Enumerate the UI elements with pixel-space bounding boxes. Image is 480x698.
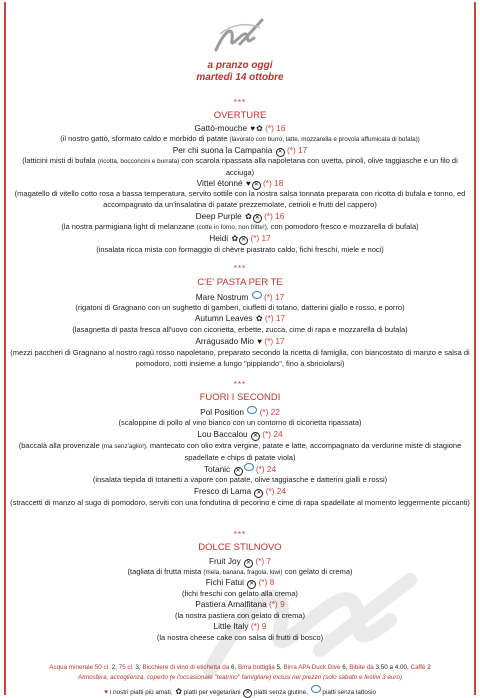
section-title-pasta: C'E' PASTA PER TE	[197, 277, 283, 288]
gluten-free-icon: ✕	[249, 581, 255, 587]
separator-stars: ***	[233, 98, 247, 107]
dish-pastiera	[0, 599, 480, 609]
dish-name: Per chi suona la Campania	[172, 145, 273, 155]
dish-little-italy	[0, 621, 480, 631]
lactose-free-icon	[247, 406, 257, 414]
dish-name: Pol Position	[200, 407, 244, 417]
gluten-free-icon: ✕	[252, 433, 258, 439]
dish-description: (magatello di vitello cotto rosa a bassa temperatura, servito sottile con la nostra salsa tonnata preparata con ricotta di bufala e tonno, ed accompagnato da un'insalatina di patate prezzemolate, cetrioli e frutti del cappero)	[14, 189, 466, 209]
dish-name: Fichi Fatui	[205, 577, 244, 587]
gluten-free-icon: ✕	[241, 237, 247, 243]
gluten-free-icon: ✕	[254, 215, 260, 221]
dish-description: (la nostra cheese cake con salsa di frutti di bosco)	[156, 633, 324, 642]
dish-description: (la nostra pastiera con gelato di crema)	[174, 611, 306, 620]
separator-stars: ***	[233, 380, 247, 389]
dish-description: (fichi freschi con gelato alla crema)	[182, 589, 298, 598]
dish-name: Heidi	[209, 233, 229, 243]
dish-mare-nostrum	[0, 291, 480, 302]
gluten-free-icon: ✕	[277, 149, 283, 155]
gluten-free-icon: ✕	[246, 560, 252, 566]
dish-price: (*) 24	[265, 486, 287, 496]
menu-date: martedì 14 ottobre	[196, 72, 284, 83]
dish-name: Mare Nostrum	[195, 292, 249, 302]
flower-icon: ✿	[231, 234, 239, 243]
dish-description: (il nostro gattò, sformato caldo e morbido di patate (lavorato con burro, latte, mozzarella e provola affumicata di bufala))	[60, 134, 420, 143]
dish-description: (insalata tiepida di totanetti a vapore con patate, olive taggiasche e datterini gialli e rossi)	[92, 475, 388, 484]
dish-price: (*) 16	[264, 211, 285, 221]
dish-price: (*) 22	[259, 407, 280, 417]
dish-price: (*) 17	[264, 313, 286, 323]
dish-name: Gattò-mouche	[194, 123, 248, 133]
gluten-free-icon: ✕	[256, 490, 262, 496]
icon-legend: ♥ i nostri piatti più amati, ✿ piatti per vegetariani ✕ piatti senza glutine, piatti senza lattosio	[104, 687, 376, 696]
dish-price: (*) 17	[263, 292, 285, 302]
dish-name: Totanic	[203, 464, 231, 474]
section-title-overture: OVERTURE	[213, 110, 267, 121]
lactose-free-icon	[311, 685, 321, 693]
dish-price: (*) 18	[263, 178, 284, 188]
dish-price: (*) 8	[258, 577, 275, 587]
dish-description: (la nostra parmigiana light di melanzane (cotte in forno, non fritte!), con pomodoro fresco e mozzarella di bufala)	[61, 222, 419, 231]
dish-gatto	[0, 123, 480, 133]
dish-pol-position	[0, 406, 480, 417]
dish-price: (*) 9	[269, 599, 285, 609]
flower-icon: ✿	[256, 124, 263, 133]
dish-name: Little Italy	[213, 621, 249, 631]
heart-icon: ♥	[245, 179, 251, 188]
dish-name: Fresco di Lama	[193, 486, 252, 496]
dish-description: (tagliata di frutta mista (mela, banana, fragola, kiwi) con gelato di crema)	[127, 567, 353, 576]
dish-name: Lou Baccalou	[197, 429, 248, 439]
cover-note: Atmosfera, accoglienza, coperto (e l'occasionale "teatrino" famigliare) inclusi nel prezzo (solo sabato e festivi 3 euro)	[77, 674, 403, 681]
flower-icon: ✿	[175, 687, 183, 696]
dish-price: (*) 17	[286, 145, 308, 155]
drinks-pricelist: Acqua minerale 50 cl. 2, 75 cl. 3, Bicchiere di vino di etichetta da 6, Birra bottiglia 5, Birra APA Duck Dive 6, Bibite da 3.50 a 4.00, Caffè 2	[49, 664, 431, 671]
dish-price: (*) 7	[255, 556, 272, 566]
dish-description: (lasagnetta di pasta fresca all'uovo con cicorietta, erbette, zucca, cime di rapa e mozzarella di bufala)	[72, 325, 408, 334]
gluten-free-icon: ✕	[245, 690, 251, 696]
dish-price: (*) 17	[264, 336, 285, 346]
section-title-secondi: FUORI I SECONDI	[199, 392, 281, 403]
dish-description: (insalata ricca mista con formaggio di chèvre piastrato caldo, fichi freschi, miele e noci)	[96, 245, 384, 254]
dish-arragusado	[0, 336, 480, 346]
dish-name: Pastiera Amalfitana	[195, 599, 267, 609]
gluten-free-icon: ✕	[253, 182, 259, 188]
flower-icon: ✿	[255, 314, 263, 323]
dish-name: Autumn Leaves	[194, 313, 253, 323]
dish-price: (*) 9	[250, 621, 267, 631]
lactose-free-icon	[244, 463, 254, 471]
dish-name: Fruit Joy	[208, 556, 241, 566]
dish-description: (straccetti di manzo al sugo di pomodoro, serviti con una fondutina di pecorino e cime di rapa spadellate al momento leggermente piccanti)	[10, 498, 470, 507]
dish-name: Vittel étonné	[196, 178, 243, 188]
menu-date-label: a pranzo oggi	[207, 60, 273, 71]
separator-stars: ***	[233, 530, 247, 539]
dish-price: (*) 17	[250, 233, 271, 243]
dish-description: (rigatoni di Gragnano con un sughetto di gamberi, ciuffetti di totano, datterini giallo e rosso, e porro)	[75, 303, 405, 312]
dish-description: (baccalà alla provenzale (ma senz'aglio!), mantecato con olio extra vergine, patate e latte, accompagnato da verdurine miste di stagione spadellate e chips di patate viola)	[18, 441, 462, 462]
dish-name: Deep Purple	[195, 211, 242, 221]
dish-description: (scaloppine di pollo al vino bianco con un contorno di cicorietta ripassata)	[118, 418, 362, 427]
heart-icon: ♥	[104, 689, 109, 696]
dish-price: (*) 16	[265, 123, 286, 133]
dish-price: (*) 24	[262, 429, 283, 439]
separator-stars: ***	[233, 264, 247, 273]
dish-price: (*) 24	[255, 464, 277, 474]
dish-description: (mezzi paccheri di Gragnano al nostro ragù rosso napoletano, preparato secondo la ricetta di famiglia, con biancostato di manzo e salsa di pomodoro, cotti insieme a lungo "pippiando", fino a sbriciolarsi)	[10, 348, 470, 368]
lactose-free-icon	[252, 291, 262, 299]
logo	[212, 14, 266, 54]
gluten-free-icon: ✕	[235, 468, 241, 474]
section-title-dolci: DOLCE STILNOVO	[198, 542, 282, 553]
heart-icon: ♥	[257, 337, 263, 346]
dish-name: Arragusado Mio	[195, 336, 254, 346]
flower-icon: ✿	[245, 212, 252, 221]
dish-description: (latticini misti di bufala (ricotta, bocconcini e burrata) con scarola ripassata alla napoletana con uvetta, pinoli, olive taggiasche e un filo di acciuga)	[22, 156, 458, 177]
heart-icon: ♥	[250, 124, 256, 133]
dish-autumn-leaves	[0, 313, 480, 323]
